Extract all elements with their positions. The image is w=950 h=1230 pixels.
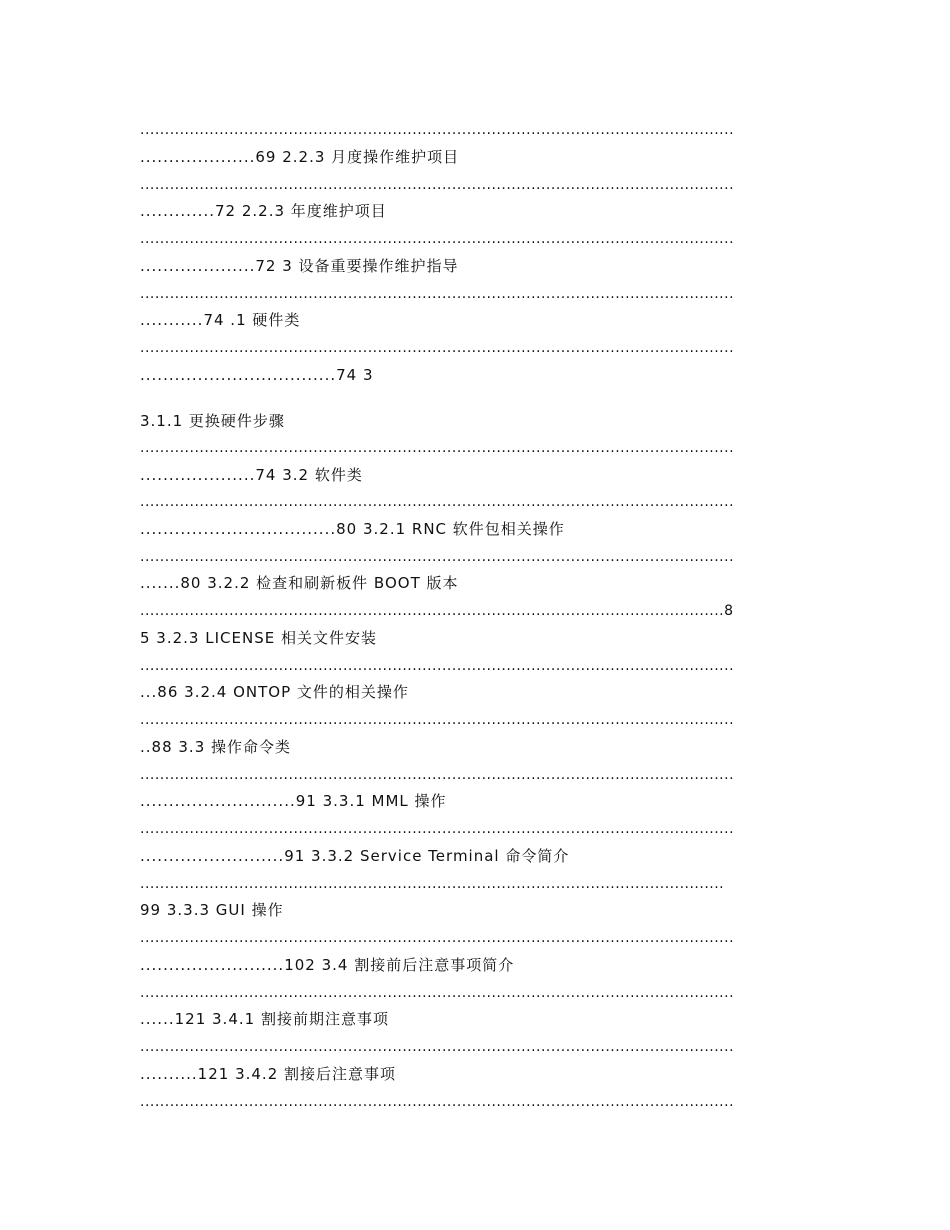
toc-leader-line: ........................................................................................................................: [140, 658, 735, 674]
toc-entry: .............72 2.2.3 年度维护项目: [140, 202, 387, 220]
toc-leader-line: ........................................................................................................................: [140, 1039, 735, 1055]
toc-leader-line: ........................................................................................................................: [140, 767, 735, 783]
toc-entry: .........................91 3.3.2 Service Terminal 命令简介: [140, 847, 570, 865]
toc-entry: ..................................80 3.2.1 RNC 软件包相关操作: [140, 520, 565, 538]
toc-entry: .........................102 3.4 割接前后注意事项简介: [140, 956, 515, 974]
toc-entry: .......80 3.2.2 检查和刷新板件 BOOT 版本: [140, 574, 459, 592]
toc-entry: 99 3.3.3 GUI 操作: [140, 901, 284, 919]
toc-entry: ..................................74 3: [140, 366, 374, 384]
toc-entry: ..88 3.3 操作命令类: [140, 738, 292, 756]
toc-leader-line: ......................................................................................................................8: [140, 603, 734, 619]
toc-leader-line: ........................................................................................................................: [140, 286, 735, 302]
toc-leader-line: ........................................................................................................................: [140, 930, 735, 946]
toc-entry: ...........74 .1 硬件类: [140, 311, 301, 329]
toc-leader-line: ........................................................................................................................: [140, 440, 735, 456]
toc-entry: ....................74 3.2 软件类: [140, 466, 363, 484]
toc-leader-line: ........................................................................................................................: [140, 549, 735, 565]
toc-leader-line: ......................................................................................................................: [140, 876, 725, 892]
toc-entry: 3.1.1 更换硬件步骤: [140, 412, 285, 430]
toc-leader-line: ........................................................................................................................: [140, 1094, 735, 1110]
toc-entry: ...........................91 3.3.1 MML 操作: [140, 792, 447, 810]
toc-leader-line: ........................................................................................................................: [140, 985, 735, 1001]
toc-leader-line: ........................................................................................................................: [140, 122, 735, 138]
toc-leader-line: ........................................................................................................................: [140, 821, 735, 837]
toc-entry: ......121 3.4.1 割接前期注意事项: [140, 1010, 389, 1028]
toc-leader-line: ........................................................................................................................: [140, 494, 735, 510]
toc-leader-line: ........................................................................................................................: [140, 177, 735, 193]
toc-entry: ...86 3.2.4 ONTOP 文件的相关操作: [140, 683, 409, 701]
toc-leader-line: ........................................................................................................................: [140, 712, 735, 728]
toc-entry: ....................72 3 设备重要操作维护指导: [140, 257, 459, 275]
toc-entry: ..........121 3.4.2 割接后注意事项: [140, 1065, 397, 1083]
toc-leader-line: ........................................................................................................................: [140, 231, 735, 247]
toc-entry: ....................69 2.2.3 月度操作维护项目: [140, 148, 460, 166]
toc-leader-line: ........................................................................................................................: [140, 340, 735, 356]
toc-entry: 5 3.2.3 LICENSE 相关文件安装: [140, 629, 377, 647]
